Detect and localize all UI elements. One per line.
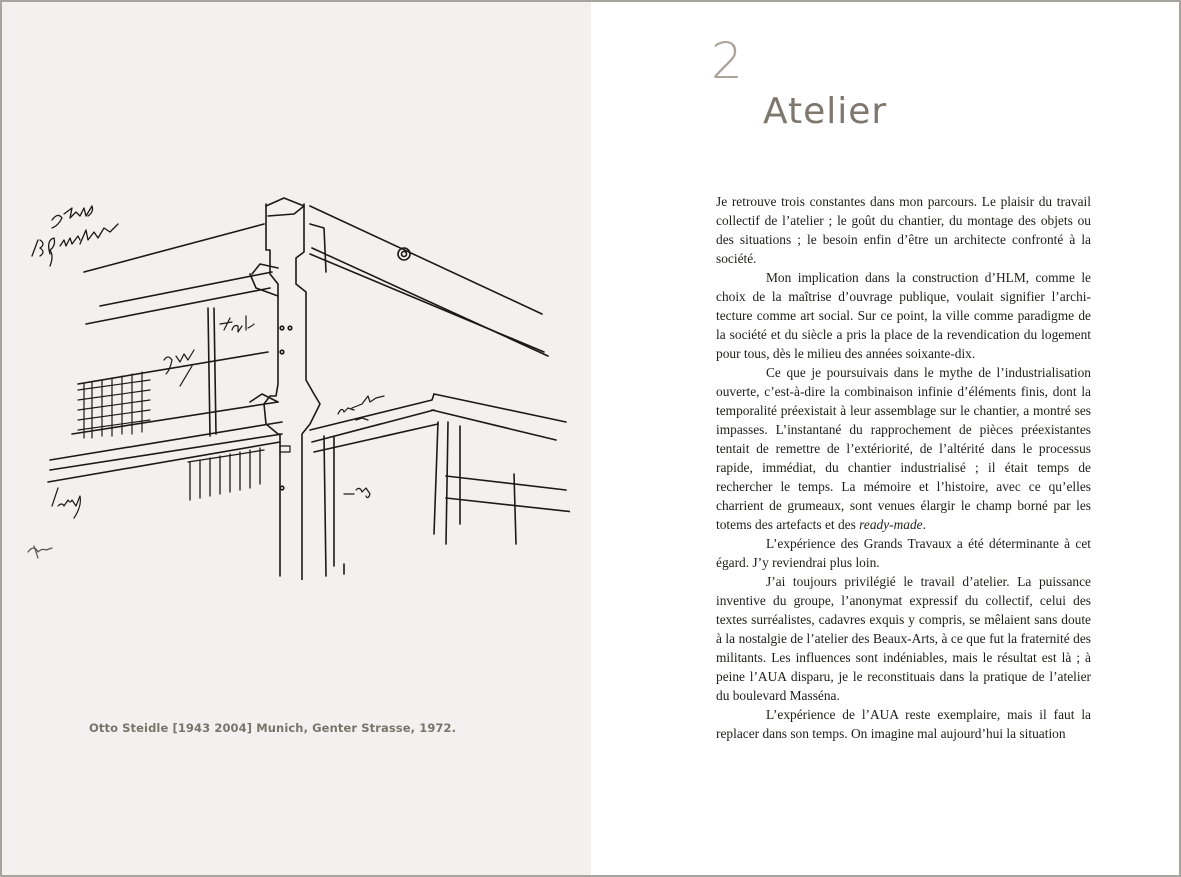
- chapter-number: 2: [711, 32, 743, 90]
- left-page: [2, 2, 591, 875]
- right-page: [591, 2, 1179, 875]
- paragraph-3: [716, 363, 1091, 534]
- sketch-column: [250, 198, 320, 580]
- chapter-title: Atelier: [763, 91, 888, 132]
- paragraph-3-text: Ce que je poursuivais dans le mythe de l’industrialisation ouverte, c’est-à-dire la combinaison infinie d’éléments finis, dont la temporalité préexistait à leur assemblage sur le chantier, a montré ses impasses. L’instantané du rapprochement de pièces préexistantes tentait de remettre de l’extériorité, de l’altérité dans le processus rapide, immédiat, du chantier industrialisé ; il était temps de rechercher le temps. La mémoire et l’histoire, avec ce qu’elles charrient de grumeaux, sont venues élargir le champ borné par les totems des artefacts et des: [716, 365, 1091, 532]
- paragraph-3-italic: ready-made: [859, 517, 923, 532]
- paragraph-2: Mon implication dans la construction d’HLM, comme le choix de la maîtrise d’ouvrage publique, voulait signifier l’architecture comme art social. Sur ce point, la ville comme paradigme de la société et du siècle a pris la place de la revendication du logement pour tous, dès le milieu des années soixante-dix.: [716, 270, 1091, 361]
- architectural-sketch: [14, 184, 570, 580]
- book-spread: [2, 2, 1179, 875]
- paragraph-6: L’expérience de l’AUA reste exemplaire, mais il faut la replacer dans son temps. On imagine mal aujourd’hui la situation: [716, 707, 1091, 741]
- paragraph-3-tail: .: [922, 517, 926, 532]
- sketch-right-building: [310, 394, 570, 576]
- paragraph-1: Je retrouve trois constantes dans mon parcours. Le plaisir du travail collectif de l’atelier ; le goût du chantier, du montage des objets ou des situations ; le besoin enfin d’être un architecte confronté à la société.: [716, 194, 1091, 266]
- handwritten-note-steidle: [32, 206, 118, 266]
- paragraph-5: J’ai toujours privilégié le travail d’atelier. La puissance inventive du groupe, l’anonymat expressif du collectif, celui des textes surréalistes, cadavres exquis y compris, se mêlaient sans doute à la nostalgie de l’atelier des Beaux-Arts, à ce que fut la fraternité des militants. Les influences sont indéniables, mais le résultat est là ; à peine l’AUA disparu, je le reconstituais dans la pratique de l’atelier du boulevard Masséna.: [716, 574, 1091, 703]
- paragraph-4: L’expérience des Grands Travaux a été déterminante à cet égard. J’y reviendrai plus loin.: [716, 536, 1091, 570]
- chapter-body: [716, 192, 1091, 743]
- figure-caption: Otto Steidle [1943 2004] Munich, Genter Strasse, 1972.: [89, 721, 457, 735]
- sketch-left-floors: [48, 224, 282, 482]
- sketch-top-beam: [310, 206, 548, 356]
